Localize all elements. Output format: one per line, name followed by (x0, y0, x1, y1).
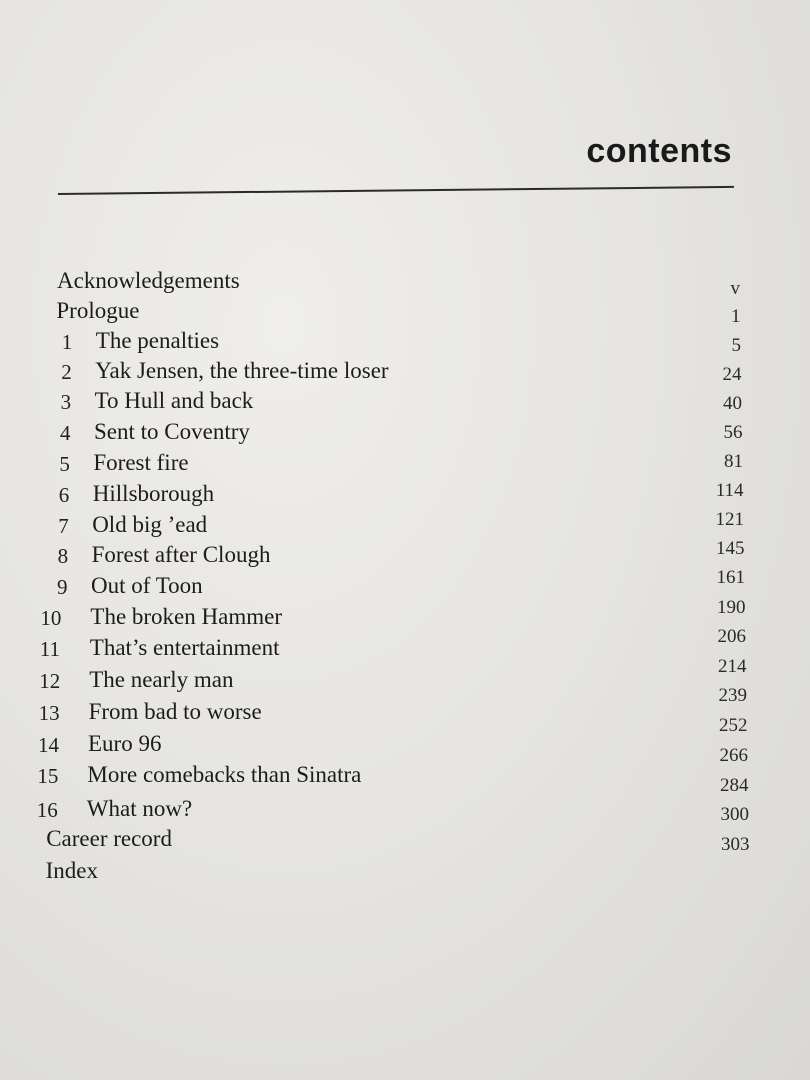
toc-entry-title: More comebacks than Sinatra (87, 762, 362, 787)
page-number: 114 (715, 480, 744, 501)
page-number: 284 (720, 775, 749, 796)
page-number: 300 (720, 804, 749, 825)
page-number: 161 (716, 567, 745, 588)
page-number: v (730, 278, 740, 299)
toc-entry-title: Career record (46, 826, 172, 851)
page-number: 40 (723, 393, 742, 414)
chapter-number: 10 (40, 606, 62, 630)
toc-entry-title: From bad to worse (88, 699, 262, 724)
page-number: 24 (722, 364, 742, 385)
chapter-number: 1 (61, 330, 73, 354)
toc-entry-title: To Hull and back (94, 388, 254, 413)
chapter-number: 9 (57, 575, 68, 599)
toc-entry-title: Forest fire (93, 450, 189, 475)
page-number: 121 (715, 509, 744, 530)
chapter-number: 14 (38, 733, 59, 757)
chapter-number: 12 (39, 669, 61, 693)
toc-entry-title: The broken Hammer (90, 604, 282, 629)
chapter-number: 15 (37, 764, 59, 788)
page-number: 206 (717, 626, 746, 647)
chapter-number: 4 (60, 421, 71, 445)
toc-entry-title: Euro 96 (88, 731, 162, 756)
toc-entry-title: Index (45, 858, 98, 883)
chapter-number: 6 (58, 483, 70, 507)
chapter-number: 5 (59, 452, 70, 476)
page-number: 56 (723, 422, 743, 443)
page-number: 5 (731, 335, 741, 356)
toc-entry-title: Hillsborough (92, 481, 215, 506)
page-number: 303 (721, 834, 750, 855)
chapter-number: 16 (36, 798, 58, 822)
page-number: 266 (719, 745, 748, 766)
page-number: 190 (717, 597, 746, 618)
page-number: 252 (719, 715, 748, 736)
page-number: 81 (724, 451, 743, 472)
chapter-number: 7 (58, 514, 69, 538)
page-number: 239 (718, 685, 747, 706)
chapter-number: 8 (57, 544, 69, 568)
chapter-number: 13 (38, 701, 60, 725)
page-number: 1 (731, 306, 741, 327)
page-number: 145 (716, 538, 745, 559)
chapter-number: 3 (60, 390, 72, 414)
toc-entry-title: That’s entertainment (89, 635, 280, 660)
toc-entry-title: The penalties (95, 328, 220, 353)
toc-entry-title: The nearly man (89, 667, 234, 692)
toc-entry-title: Sent to Coventry (94, 419, 250, 444)
toc-entry-title: Acknowledgements (57, 268, 240, 293)
toc-entry-career-record (0, 826, 810, 856)
contents-heading: contents (586, 132, 732, 170)
toc-entry-title: Yak Jensen, the three-time loser (95, 358, 389, 383)
chapter-number: 2 (61, 360, 72, 384)
toc-entry-title: Out of Toon (91, 573, 203, 598)
page-number: 214 (718, 656, 747, 677)
toc-entry-title: Old big ’ead (92, 512, 208, 537)
toc-entry-title: What now? (86, 796, 193, 821)
toc-entry-title: Prologue (56, 298, 140, 323)
chapter-number: 11 (39, 637, 61, 661)
toc-entry-title: Forest after Clough (91, 542, 271, 567)
toc-entry-index (0, 858, 810, 888)
